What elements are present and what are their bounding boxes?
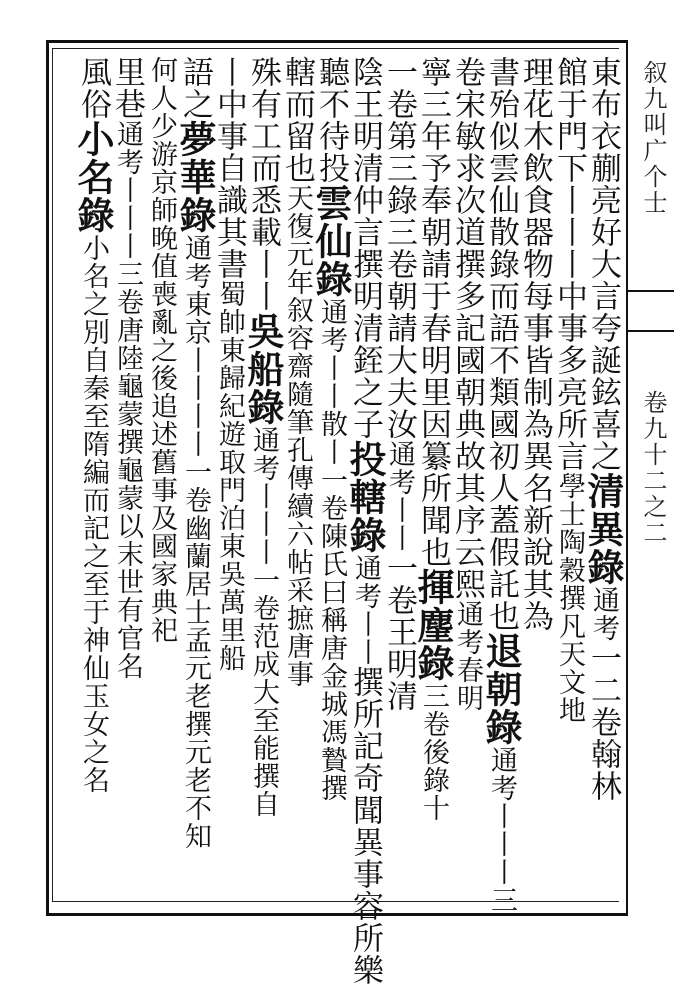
column-text: 殊有工而悉載丨丨 — [245, 56, 281, 312]
column-text: 里巷 — [109, 56, 145, 120]
column-text: 寧三年予奉朝請于春明里因纂所聞也 — [415, 56, 451, 568]
text-column — [550, 56, 588, 908]
margin-divider — [626, 290, 674, 292]
column-text: 通考丨丨 — [350, 554, 381, 666]
column-text: 通考春明 — [452, 600, 483, 712]
column-text: 書殆似雲仙散錄而語不類國初人蓋假託也 — [483, 56, 519, 632]
text-column — [173, 56, 217, 908]
margin-divider — [626, 330, 674, 332]
column-text: 語之 — [177, 56, 213, 120]
column-text: 館于門下丨丨丨中事多亮所言 — [551, 56, 587, 472]
text-column — [581, 56, 625, 908]
column-text: 一卷第三錄三卷朝請大夫汝 — [381, 56, 417, 440]
column-text: 學士陶穀撰凡天文地 — [554, 472, 585, 724]
text-column — [448, 56, 486, 908]
column-text: 通考丨丨丨三 — [486, 746, 517, 914]
book-title: 吳船錄 — [241, 312, 285, 426]
column-text: 丨中事自識其書 — [211, 56, 247, 280]
column-text: 轄而留也 — [279, 56, 315, 184]
column-text: 風俗 — [75, 56, 111, 120]
column-text: 三卷後錄十 — [418, 682, 449, 822]
column-text: 二卷翰林 — [585, 674, 621, 802]
column-text: 撰所記奇聞異事容所樂 — [347, 666, 383, 986]
column-text: 天復元年叙容齋隨筆孔傳續六帖采摭唐事 — [282, 184, 313, 688]
book-title: 雲仙錄 — [309, 184, 353, 298]
text-column — [479, 56, 523, 914]
text-column — [241, 56, 285, 908]
column-text: 東布衣蒯亮好大言夸誕鉉喜之 — [585, 56, 621, 472]
column-text: 通考丨丨丨一卷范成大至能撰自 — [248, 426, 279, 818]
book-title: 揮麈錄 — [411, 568, 455, 682]
margin-text-bottom: 卷九十二之二 — [639, 390, 667, 546]
column-text: 蜀帥東歸紀遊取門泊東吳萬里船 — [214, 280, 245, 672]
column-text: 一卷王明清 — [381, 552, 417, 712]
column-text: 何人少游京師晚值喪亂之後追述舊事及國家典祀 — [146, 56, 177, 644]
column-text: 一 — [585, 642, 621, 674]
column-text: 小名之別自秦至隋編而記之至于神仙玉女之名 — [78, 234, 109, 794]
column-text: 通考東京丨丨丨丨一卷幽蘭居士孟元老撰元老不知 — [180, 234, 211, 850]
text-column — [142, 56, 180, 908]
text-column — [71, 56, 115, 908]
column-text: 通考 — [588, 586, 619, 642]
column-text: 通考丨丨散丨一卷陳氏曰稱唐金城馮贄撰 — [316, 298, 347, 802]
column-text: 通考丨丨丨三卷唐陸龜蒙撰龜蒙以末世有官名 — [112, 120, 143, 680]
column-text: 聽不待投 — [313, 56, 349, 184]
text-column — [516, 56, 554, 908]
column-text: 陰王明清仲言撰明清銍之子 — [347, 56, 383, 440]
book-title: 清異錄 — [581, 472, 625, 586]
book-title: 投轄錄 — [343, 440, 387, 554]
book-title: 退朝錄 — [479, 632, 523, 746]
text-column — [411, 56, 455, 908]
column-text: 理花木飲食器物每事皆制為異名新說其為 — [517, 56, 553, 632]
book-title: 小名錄 — [71, 120, 115, 234]
margin-text-top: 叙九叫广个士 — [639, 60, 667, 216]
text-column — [278, 56, 316, 908]
text-column — [309, 56, 353, 908]
column-text: 通考丨丨 — [384, 440, 415, 552]
book-title: 夢華錄 — [173, 120, 217, 234]
column-text: 卷宋敏求次道撰多記國朝典故其序云熙 — [449, 56, 485, 600]
